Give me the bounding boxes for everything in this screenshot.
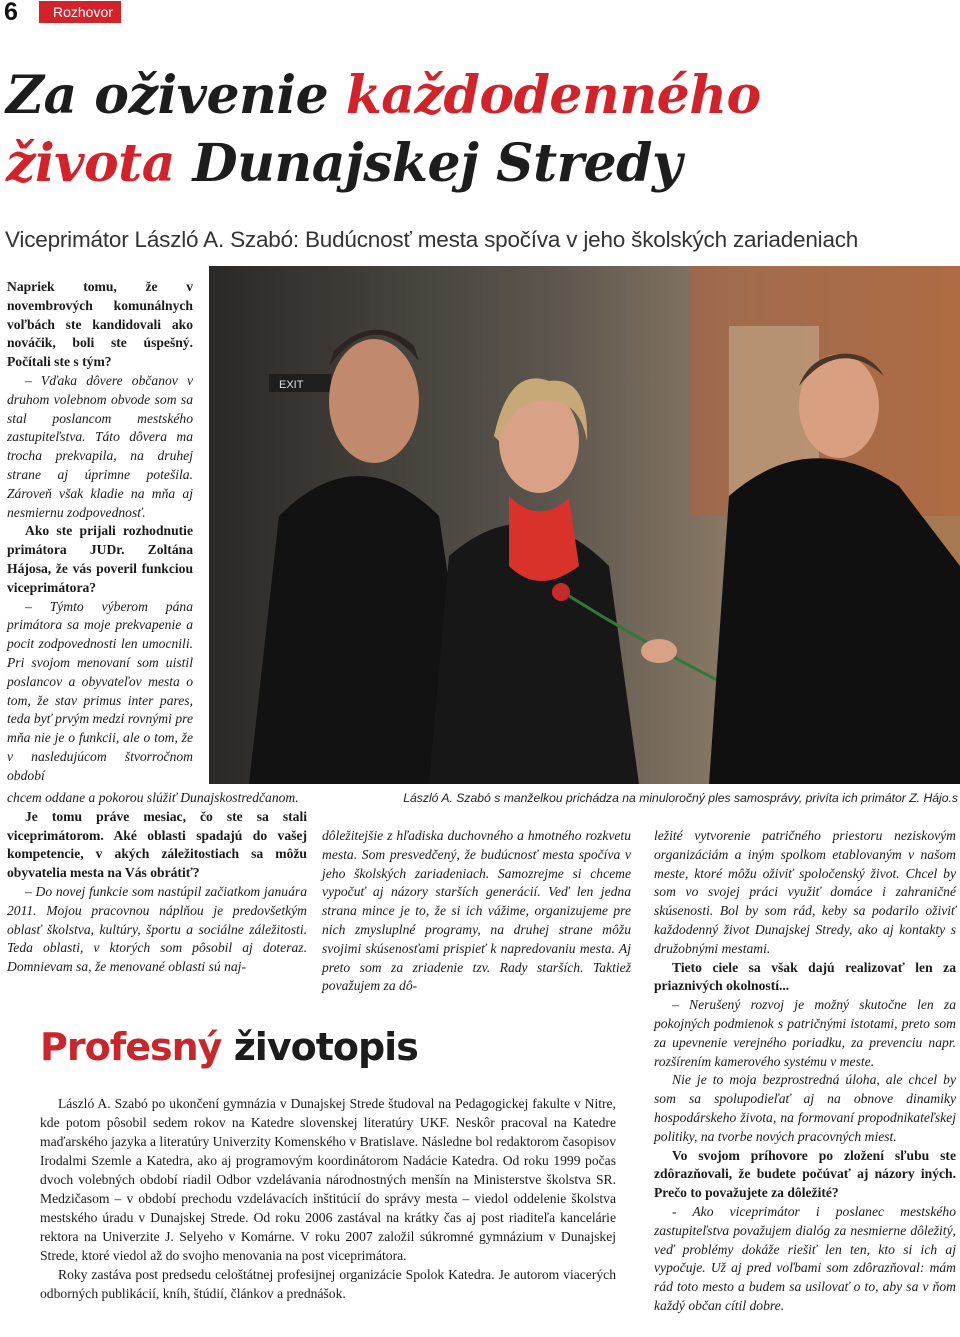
article-subtitle: Viceprimátor László A. Szabó: Budúcnosť mesta spočíva v jeho školských zariadeniach (5, 227, 859, 252)
biography-title (40, 1025, 418, 1069)
page-number: 6 (4, 0, 18, 26)
answer-2-continued: chcem oddane a pokorou slúžiť Dunajskostredčanom. (7, 790, 299, 805)
photo-illustration (209, 266, 960, 784)
answer-3-end: ležité vytvorenie patričného priestoru neziskovým organizáciám a iným spolkom etablovaným v našom meste, ktoré môžu oživiť spoločenský život. Chcel by som vo svojej práci využiť domáce i zahraničné skúsenosti. Bol by som rád, keby sa podarilo oživiť každodenný život Dunajskej Stredy, ako aj kontakty s družobnými mestami. (654, 828, 956, 956)
biography-text (40, 1094, 616, 1303)
interview-column-1-continued (7, 790, 307, 977)
interview-column-2 (322, 827, 631, 996)
biography-title-part-1: Profesný (40, 1025, 222, 1069)
answer-4: – Nerušený rozvoj je možný skutočne len za pokojných podmienok s patričnými istotami, preto som za upevnenie verejného poriadku, za prevenciu napr. rozšírením kamerového systému v meste. (654, 997, 956, 1069)
question-1: Napriek tomu, že v novembrových komunálnych voľbách ste kandidovali ako nováčik, boli ste úspešný. Počítali ste s tým? (7, 279, 193, 370)
answer-1: – Vďaka dôvere občanov v druhom volebnom obvode som sa stal poslancom mestského zastupiteľstva. Táto dôvera ma trocha prekvapila, na druhej strane aj úprimne potešila. Zároveň však kladie na mňa aj nesmiernu zodpovednosť. (7, 372, 193, 520)
headline-part-4: Dunajskej Stredy (174, 133, 682, 194)
photo-caption: László A. Szabó s manželkou prichádza na minuloročný ples samosprávy, privíta ich primátor Z. Hájo.s (403, 791, 958, 805)
biography-paragraph-2: Roky zastáva post predsedu celoštátnej profesijnej organizácie Spolok Katedra. Je autorom viacerých odborných publikácií, kníh, štúdií, článkov a prednášok. (40, 1267, 616, 1301)
answer-4-continued: Nie je to moja bezprostredná úloha, ale chcel by som sa spolupodieľať aj na obnove dinamiky hospodárskeho života, na formovaní propodnikateľskej politiky, na tvorbe nových pracovných miest. (654, 1072, 956, 1144)
question-2: Ako ste prijali rozhodnutie primátora JUDr. Zoltána Hájosa, že vás poveril funkciou viceprimátora? (7, 523, 193, 595)
answer-2: – Týmto výberom pána primátora sa moje prekvapenie a pocit zodpovednosti len umocnili. Pri svojom menovaní som uistil poslancov a obyvateľov mesta o tom, že stav primus inter pares, teda byť prvým medzi rovnými pre mňa nie je o funkcii, ale o tom, že v nasledujúcom štvorročnom období (7, 598, 193, 783)
answer-3-continued: dôležitejšie z hľadiska duchovného a hmotného rozkvetu mesta. Som presvedčený, že budúcnosť mesta spočíva v jeho školských zariadeniach. Samozrejme si chceme vypočuť aj názory starších generácií. Veď len jedna strana mince je to, že si ich vážime, organizujeme pre nich zmysluplné programy, na druhej strane môžu svojimi skúsenosťami prispieť k napredovaniu mesta. Aj preto som za zriadenie tzv. Rady starších. Taktiež považujem za dô- (322, 828, 631, 994)
interview-column-3 (654, 827, 956, 1316)
article-headline (6, 62, 956, 198)
headline-part-2: každodenného (345, 65, 761, 126)
question-5: Vo svojom príhovore po zložení sľubu ste zdôrazňovali, že budete počúvať aj názory iných. Prečo to považujete za dôležité? (654, 1147, 956, 1201)
answer-5: - Ako viceprimátor i poslanec mestského zastupiteľstva považujem dialóg za nesmierne dôležitý, veď problémy dokáže riešiť len ten, kto si ich aj vypočuje. Už aj pred voľbami som zdôrazňoval: mám rád toto mesto a budem sa usilovať o to, aby sa v ňom každý občan cítil dobre. (654, 1203, 956, 1313)
biography-paragraph-1: László A. Szabó po ukončení gymnázia v Dunajskej Strede študoval na Pedagogickej fakulte v Nitre, kde potom pôsobil sedem rokov na Katedre slovenskej literatúry UKF. Neskôr pracoval na Katedre maďarského jazyka a literatúry Univerzity Komenského v Bratislave. Následne bol redaktorom časopisov Irodalmi Szemle a Katedra, ako aj programovým koordinátorom Nadácie Katedra. Od roku 1999 počas dvoch volebných období riadil Odbor vzdelávania národnostných menšín na Ministerstve školstva SR. Medzičasom – v období prechodu vzdelávacích inštitúcií do správy mesta – viedol oddelenie školstva mestského úradu v Dunajskej Strede. Od roku 2006 zastával na krátky čas aj post riaditeľa kancelárie rektora na Univerzite J. Selyeho v Komárne. V roku 2007 založil súkromné gymnázium v Dunajskej Strede, ktoré viedol až do svojho menovania na post viceprimátora. (40, 1096, 616, 1263)
question-3: Je tomu práve mesiac, čo ste sa stali viceprimátorom. Aké oblasti spadajú do vašej kompetencie, v akých záležitostiach sa môžu obyvatelia mesta na Vás obrátiť? (7, 808, 307, 881)
article-photo (209, 266, 960, 784)
headline-part-1: Za oživenie (6, 65, 346, 126)
section-tag: Rozhovor (39, 1, 121, 23)
man-left-face (329, 339, 419, 463)
interview-column-1 (7, 278, 193, 786)
rose-flower (552, 583, 570, 601)
headline-part-3: života (6, 133, 175, 194)
question-4: Tieto ciele sa však dajú realizovať len za priaznivých okolností... (654, 959, 956, 994)
answer-3: – Do novej funkcie som nastúpil začiatkom januára 2011. Mojou pracovnou náplňou je predovšetkým oblasť školstva, kultúry, športu a sociálne záležitosti. Teda oblasti, v ktorých som pôsobil aj doteraz. Domnievam sa, že menované oblasti sú naj- (7, 883, 307, 975)
biography-title-part-2: životopis (233, 1025, 418, 1069)
exit-sign-text: EXIT (279, 379, 304, 391)
